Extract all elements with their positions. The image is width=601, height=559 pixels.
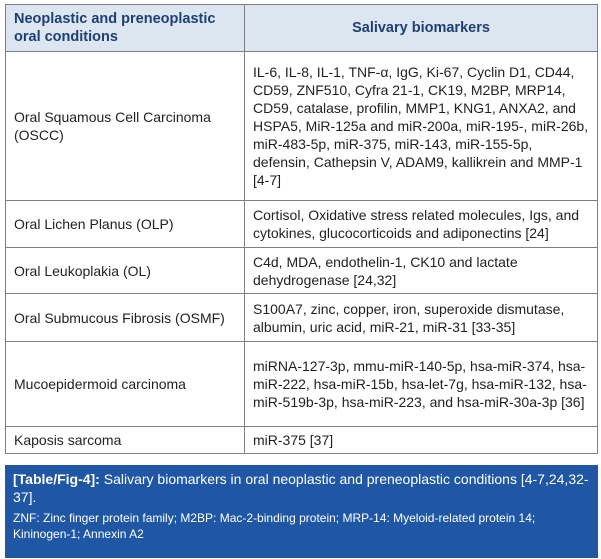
biomarkers-cell: IL-6, IL-8, IL-1, TNF-α, IgG, Ki-67, Cyclin D1, CD44, CD59, ZNF510, Cyfra 21-1, CK19, M2BP, MRP14, CD59, catalase, profilin, MMP1, KNG1, ANXA2, and HSPA5, MiR-125a and miR-200a, miR-195-, miR-26b, miR-483-5p, miR-375, miR-143, miR-155-5p, defensin, Cathepsin V, ADAM9, kallikrein and MMP-1 [4-7]: [245, 52, 598, 201]
table-figure: [1, 0, 600, 558]
table-header-row: [6, 5, 598, 52]
table-row: [6, 52, 598, 201]
biomarkers-cell: Cortisol, Oxidative stress related molecules, Igs, and cytokines, glucocorticoids and adiponectins [24]: [245, 201, 598, 248]
table-row: [6, 342, 598, 427]
condition-cell: Oral Submucous Fibrosis (OSMF): [6, 294, 245, 342]
caption-label: [Table/Fig-4]:: [13, 471, 100, 487]
caption-text: Salivary biomarkers in oral neoplastic and preneoplastic conditions [4-7,24,32-37].: [13, 471, 589, 505]
caption-abbreviations: ZNF: Zinc finger protein family; M2BP: Mac-2-binding protein; MRP-14: Myeloid-related protein 14; Kininogen-1; Annexin A2: [13, 511, 536, 541]
table-caption: [5, 465, 598, 558]
table-row: [6, 201, 598, 248]
biomarkers-table: [5, 4, 598, 454]
table-row: [6, 294, 598, 342]
header-biomarkers: Salivary biomarkers: [245, 5, 598, 52]
header-condition: Neoplastic and preneoplastic oral conditions: [6, 5, 245, 52]
condition-cell: Oral Lichen Planus (OLP): [6, 201, 245, 248]
condition-cell: Kaposis sarcoma: [6, 427, 245, 454]
condition-cell: Oral Squamous Cell Carcinoma (OSCC): [6, 52, 245, 201]
condition-cell: Oral Leukoplakia (OL): [6, 248, 245, 294]
biomarkers-cell: miR-375 [37]: [245, 427, 598, 454]
biomarkers-cell: C4d, MDA, endothelin-1, CK10 and lactate dehydrogenase [24,32]: [245, 248, 598, 294]
table-row: [6, 248, 598, 294]
caption-title: [13, 470, 590, 506]
table-row: [6, 427, 598, 454]
biomarkers-cell: S100A7, zinc, copper, iron, superoxide dismutase, albumin, uric acid, miR-21, miR-31 [33-35]: [245, 294, 598, 342]
condition-cell: Mucoepidermoid carcinoma: [6, 342, 245, 427]
biomarkers-cell: miRNA-127-3p, mmu-miR-140-5p, hsa-miR-374, hsa-miR-222, hsa-miR-15b, hsa-let-7g, hsa-miR-132, hsa-miR-519b-3p, hsa-miR-223, and hsa-miR-30a-3p [36]: [245, 342, 598, 427]
